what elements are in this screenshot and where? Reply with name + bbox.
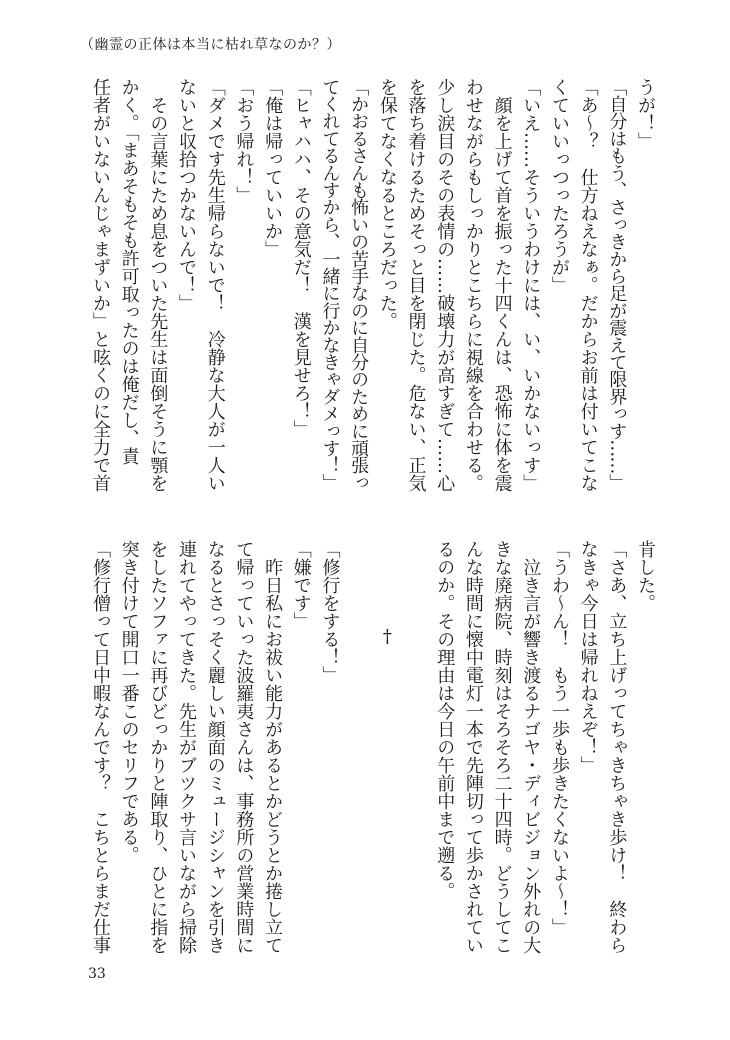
text-line: 「かおるさんも怖いの苦手なのに自分のために頑張っ: [348, 78, 370, 491]
text-line: 「いえ……そういうわけには、い、いかないっす」: [520, 78, 542, 492]
page-number: 33: [88, 966, 106, 982]
text-block-top: [85, 78, 659, 492]
text-line: 「修行をする！」: [319, 540, 341, 684]
text-line: 任者がいないんじゃまずいか」と呟くのに全力で首: [89, 78, 111, 492]
text-line: 「嫌です」: [290, 540, 312, 630]
running-header: （幽霊の正体は本当に枯れ草なのか？）: [80, 37, 341, 53]
blank-line: [401, 540, 430, 954]
text-line: 肯した。: [635, 540, 656, 612]
text-line: その言葉にため息をついた先生は面倒そうに顎を: [147, 78, 169, 492]
text-line: を落ち着けるためそっと目を閉じた。危ない、正気: [405, 78, 427, 492]
text-line: 「ダメです先生帰らないで！ 冷静な大人が一人い: [204, 78, 226, 492]
text-line: わせながらもしっかりとこちらに視線を合わせる。: [462, 78, 484, 492]
text-line: うが！」: [635, 78, 656, 150]
text-line: を保てなくなるところだった。: [376, 78, 398, 330]
text-line: 「おう帰れ！」: [233, 78, 255, 204]
text-line: 連れてやってきた。先生がブツクサ言いながら掃除: [176, 540, 197, 954]
text-line: んな時間に懐中電灯一本で先陣切って歩かされてい: [462, 540, 484, 954]
blank-line: [343, 540, 372, 954]
text-line: かく。「まあそもそも許可取ったのは俺だし、責: [118, 78, 140, 465]
text-line: くていいっつったろうが」: [548, 78, 570, 294]
text-line: てくれてるんすから、一緒に行かなきゃダメっす！」: [319, 78, 341, 491]
text-line: 「自分はもう、さっきから足が震えて限界っす……」: [606, 78, 628, 491]
text-line: なきゃ今日は帰れねえぞ！」: [577, 540, 599, 774]
text-line: て帰っていった波羅夷さんは、事務所の営業時間に: [233, 540, 255, 954]
text-line: 昨日私にお祓い能力があるとかどうとか捲し立て: [262, 540, 284, 954]
text-line: 顔を上げて首を振った十四くんは、恐怖に体を震: [491, 78, 513, 492]
text-line: 「あ〜？ 仕方ねえなぁ。だからお前は付いてこな: [577, 78, 599, 492]
text-line: なるとさっそく麗しい顔面のミュージシャンを引き: [204, 540, 226, 954]
text-line: をしたソファに再びどっかりと陣取り、ひとに指を: [147, 540, 169, 954]
text-line: 泣き言が響き渡るナゴヤ・ディビジョン外れの大: [520, 540, 542, 954]
text-line: 「修行僧って日中暇なんです？ こちとらまだ仕事: [89, 540, 111, 954]
text-block-bottom: [85, 540, 659, 954]
section-break-dagger: †: [376, 626, 398, 647]
text-line: 突き付けて開口一番このセリフである。: [118, 540, 140, 864]
text-line: 「ヒャハハ、その意気だ！ 漢を見せろ！」: [290, 78, 312, 438]
text-line: きな廃病院、時刻はそろそろ二十四時。どうしてこ: [491, 540, 513, 954]
text-line: 「さあ、立ち上げってちゃきちゃき歩け！ 終わら: [606, 540, 628, 954]
text-line: 少し涙目のその表情の……破壊力が高すぎて……心: [434, 78, 456, 492]
text-line: ないと収拾つかないんで！」: [176, 78, 197, 312]
text-line: 「俺は帰っていいか」: [262, 78, 284, 258]
text-line: るのか。その理由は今日の午前中まで遡る。: [434, 540, 456, 900]
text-line: 「うわ〜ん！ もう一歩も歩きたくないよ〜！」: [548, 540, 570, 936]
